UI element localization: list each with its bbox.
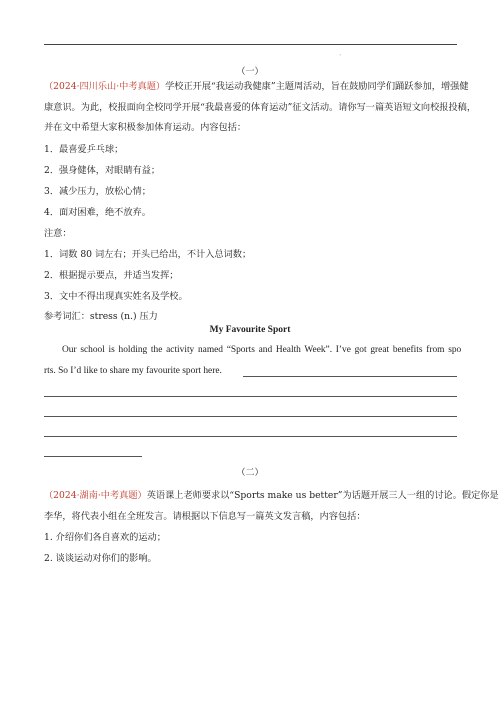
section-one-prompt-line1: （2024·四川乐山·中考真题）学校正开展“我运动我健康”主题周活动，旨在鼓励同学们踊跃参加，增强健 <box>44 81 469 92</box>
section-one-source: （2024·四川乐山·中考真题） <box>44 81 166 92</box>
content-point: 1．最喜爱乒乓球； <box>44 144 124 155</box>
stray-mark: 、 <box>339 50 346 57</box>
section-two-source: （2024·湖南·中考真题） <box>44 490 147 501</box>
essay-opening-line2: rts. So I’d like to share my favourite sport here. <box>44 366 222 376</box>
essay-opening-line1: Our school is holding the activity named “Sports and Health Week”. I’ve got great benefits from spo <box>62 345 462 355</box>
content-point: 4．面对困难，绝不放弃。 <box>44 207 151 218</box>
notes-label: 注意： <box>44 228 72 239</box>
writing-line[interactable] <box>44 436 457 437</box>
note-item: 1．词数 80 词左右；开头已给出，不计入总词数； <box>44 249 252 260</box>
header-rule <box>44 44 457 45</box>
writing-line[interactable] <box>44 396 457 397</box>
section-one-prompt-line3: 并在文中希望大家积极参加体育运动。内容包括： <box>44 122 247 133</box>
note-item: 2．根据提示要点，并适当发挥； <box>44 270 179 281</box>
section-one-prompt-line2: 康意识。为此，校报面向全校同学开展“我最喜爱的体育运动”征文活动。请你写一篇英语短文向校报投稿， <box>44 102 477 113</box>
content-point: 1. 介绍你们各自喜欢的运动； <box>44 532 166 543</box>
section-one-title: （一） <box>236 67 264 77</box>
content-point: 3．减少压力，放松心情； <box>44 186 151 197</box>
writing-line[interactable] <box>44 416 457 417</box>
content-point: 2．强身健体，对眼睛有益； <box>44 165 161 176</box>
writing-line[interactable] <box>243 376 457 377</box>
section-two-title: （二） <box>236 468 264 478</box>
essay-title: My Favourite Sport <box>209 325 291 335</box>
section-two-prompt-line1: （2024·湖南·中考真题）英语课上老师要求以“Sports make us better”为话题开展三人一组的讨论。假定你是 <box>44 490 499 501</box>
section-two-prompt-line2: 李华，将代表小组在全班发言。请根据以下信息写一篇英文发言稿，内容包括： <box>44 511 366 522</box>
note-item: 3．文中不得出现真实姓名及学校。 <box>44 291 188 302</box>
reference-vocabulary: 参考词汇：stress (n.) 压力 <box>44 311 158 322</box>
writing-line[interactable] <box>44 456 142 457</box>
content-point: 2. 谈谈运动对你们的影响。 <box>44 553 157 564</box>
